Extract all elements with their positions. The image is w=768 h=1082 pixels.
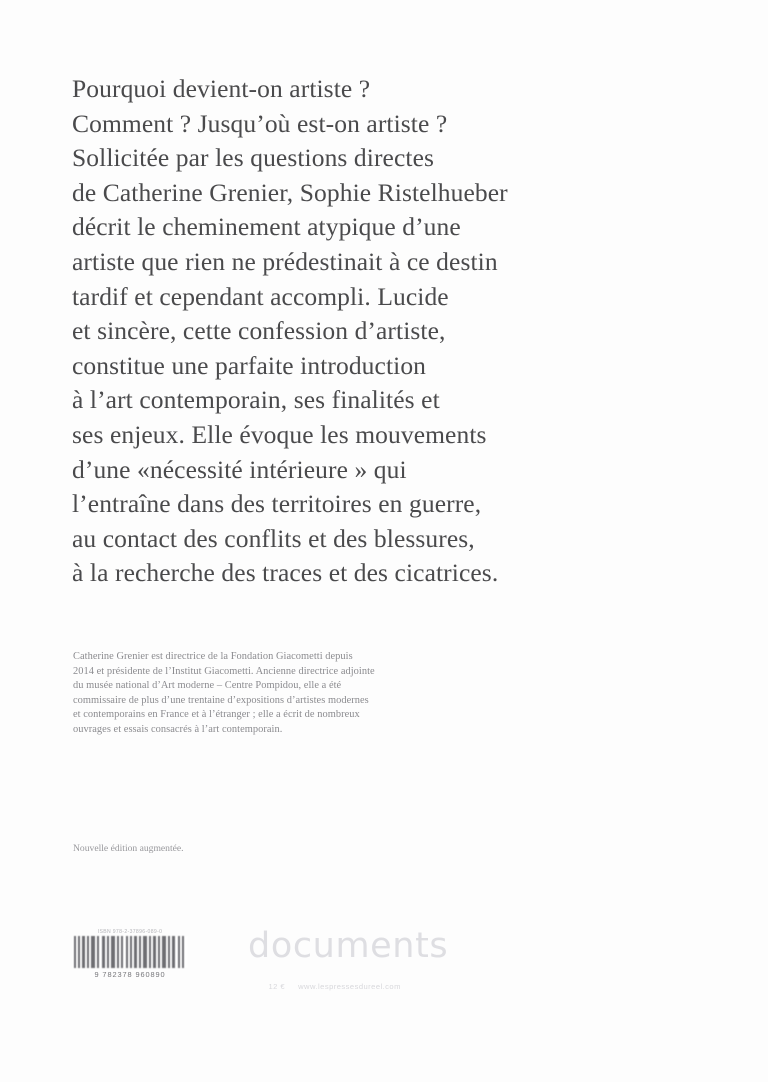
blurb-line: Comment ? Jusqu’où est-on artiste ? (72, 108, 448, 138)
blurb-line: tardif et cependant accompli. Lucide (72, 281, 449, 311)
biography-line: du musée national d’Art moderne – Centre Pompidou, elle a été (73, 680, 342, 692)
barcode-isbn-label: ISBN 978-2-37896-089-0 (97, 929, 163, 935)
blurb-line: au contact des conflits et des blessures, (72, 523, 475, 553)
blurb-line: de Catherine Grenier, Sophie Ristelhueber (72, 177, 508, 207)
blurb-line: et sincère, cette confession d’artiste, (72, 316, 446, 346)
blurb-line: Pourquoi devient-on artiste ? (72, 74, 371, 103)
blurb-line: l’entraîne dans des territoires en guerre, (72, 489, 482, 519)
blurb-line: à l’art contemporain, ses finalités et (72, 385, 440, 415)
biography-line: 2014 et présidente de l’Institut Giacometti. Ancienne directrice adjointe (73, 665, 375, 677)
blurb-line: ses enjeux. Elle évoque les mouvements (72, 419, 487, 449)
imprint-name: documents (248, 926, 449, 966)
biography-line: ouvrages et essais consacrés à l’art contemporain. (73, 723, 283, 735)
publisher-website: www.lespressesdureel.com (298, 982, 401, 991)
cover-footer (0, 918, 768, 998)
barcode-icon (72, 936, 188, 968)
blurb-line: à la recherche des traces et des cicatrices. (72, 558, 499, 588)
biography-line: commissaire de plus d’une trentaine d’expositions d’artistes modernes (73, 694, 369, 706)
blurb-text (72, 72, 672, 591)
barcode-block (72, 928, 188, 980)
barcode-number: 9 782378 960890 (94, 970, 166, 979)
publisher-imprint (248, 926, 548, 1000)
biography-line: et contemporains en France et à l’étranger ; elle a écrit de nombreux (73, 709, 360, 721)
blurb-line: constitue une parfaite introduction (72, 350, 427, 380)
author-biography (73, 650, 633, 738)
price-label: 12 € (268, 982, 286, 991)
blurb-line: artiste que rien ne prédestinait à ce destin (72, 246, 498, 276)
edition-note: Nouvelle édition augmentée. (73, 843, 184, 854)
imprint-details (248, 973, 548, 1000)
blurb-line: d’une «nécessité intérieure » qui (72, 454, 407, 484)
blurb-line: Sollicitée par les questions directes (72, 143, 435, 173)
blurb-line: décrit le cheminement atypique d’une (72, 212, 461, 242)
biography-line: Catherine Grenier est directrice de la Fondation Giacometti depuis (73, 651, 353, 662)
